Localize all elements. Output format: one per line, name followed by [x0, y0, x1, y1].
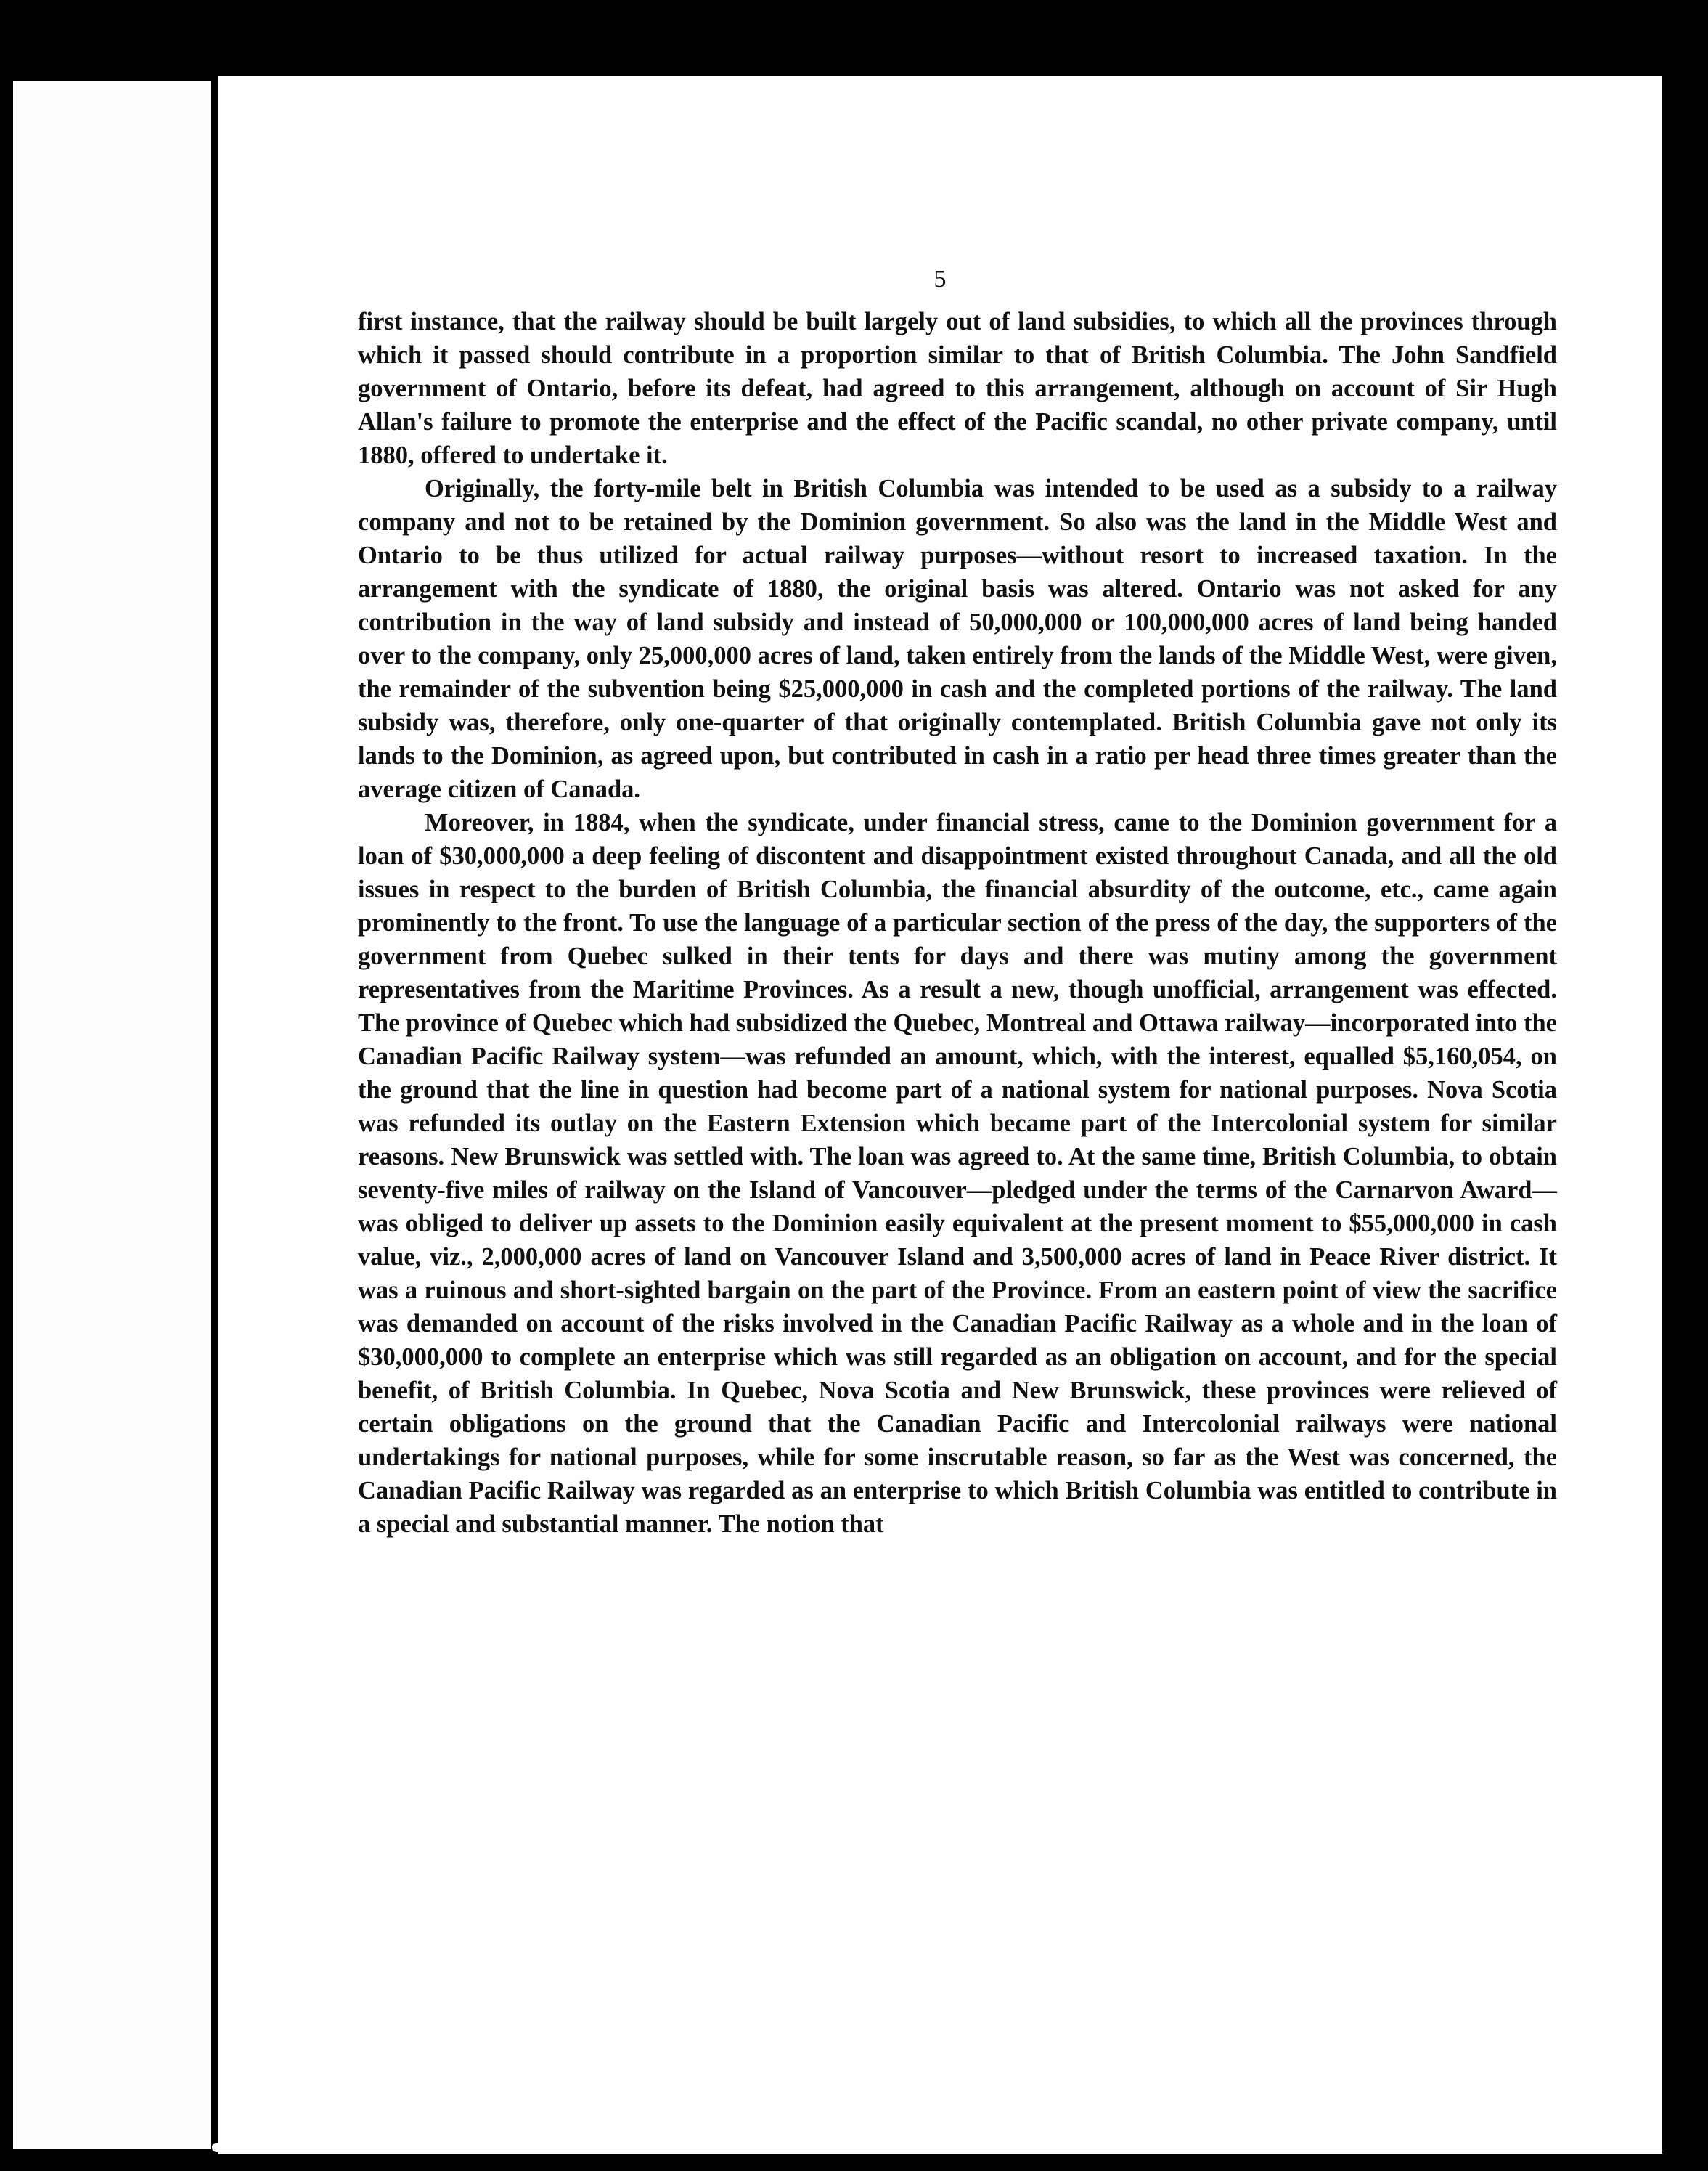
- page-number: 5: [933, 266, 947, 293]
- document-page: [218, 76, 1662, 2154]
- paragraph-2: Originally, the forty-mile belt in British Columbia was intended to be used as a subsidy to a railway company and not to be retained by the Dominion government. So also was the land in the Middle West and Ontario to be thus utilized for actual railway purposes—without resort to increased taxation. In the arrangement with the syndicate of 1880, the original basis was altered. Ontario was not asked for any contribution in the way of land subsidy and instead of 50,000,000 or 100,000,000 acres of land being handed over to the company, only 25,000,000 acres of land, taken entirely from the lands of the Middle West, were given, the remainder of the subvention being $25,000,000 in cash and the completed portions of the railway. The land subsidy was, therefore, only one-quarter of that originally contemplated. British Columbia gave not only its lands to the Dominion, as agreed upon, but contributed in cash in a ratio per head three times greater than the average citizen of Canada.: [358, 475, 1557, 803]
- body-text: [358, 305, 1557, 1541]
- left-page-edge: [13, 81, 211, 2149]
- paragraph-3: Moreover, in 1884, when the syndicate, under financial stress, came to the Dominion government for a loan of $30,000,000 a deep feeling of discontent and disappointment existed throughout Canada, and all the old issues in respect to the burden of British Columbia, the financial absurdity of the outcome, etc., came again prominently to the front. To use the language of a particular section of the press of the day, the supporters of the government from Quebec sulked in their tents for days and there was mutiny among the government representatives from the Maritime Provinces. As a result a new, though unofficial, arrangement was effected. The province of Quebec which had subsidized the Quebec, Montreal and Ottawa railway—incorporated into the Canadian Pacific Railway system—was refunded an amount, which, with the interest, equalled $5,160,054, on the ground that the line in question had become part of a national system for national purposes. Nova Scotia was refunded its outlay on the Eastern Extension which became part of the Intercolonial system for similar reasons. New Brunswick was settled with. The loan was agreed to. At the same time, British Columbia, to obtain seventy-five miles of railway on the Island of Vancouver—pledged under the terms of the Carnarvon Award—was obliged to deliver up assets to the Dominion easily equivalent at the present moment to $55,000,000 in cash value, viz., 2,000,000 acres of land on Vancouver Island and 3,500,000 acres of land in Peace River district. It was a ruinous and short-sighted bargain on the part of the Province. From an eastern point of view the sacrifice was demanded on account of the risks involved in the Canadian Pacific Railway as a whole and in the loan of $30,000,000 to complete an enterprise which was still regarded as an obligation on account, and for the special benefit, of British Columbia. In Quebec, Nova Scotia and New Brunswick, these provinces were relieved of certain obligations on the ground that the Canadian Pacific and Intercolonial railways were national undertakings for national purposes, while for some inscrutable reason, so far as the West was concerned, the Canadian Pacific Railway was regarded as an enterprise to which British Columbia was entitled to contribute in a special and substantial manner. The notion that: [358, 809, 1557, 1538]
- paragraph-1: first instance, that the railway should be built largely out of land subsidies, to which all the provinces through which it passed should contribute in a proportion similar to that of British Columbia. The John Sandfield government of Ontario, before its defeat, had agreed to this arrangement, although on account of Sir Hugh Allan's failure to promote the enterprise and the effect of the Pacific scandal, no other private company, until 1880, offered to undertake it.: [358, 308, 1557, 469]
- scan-artifact: [212, 2143, 224, 2152]
